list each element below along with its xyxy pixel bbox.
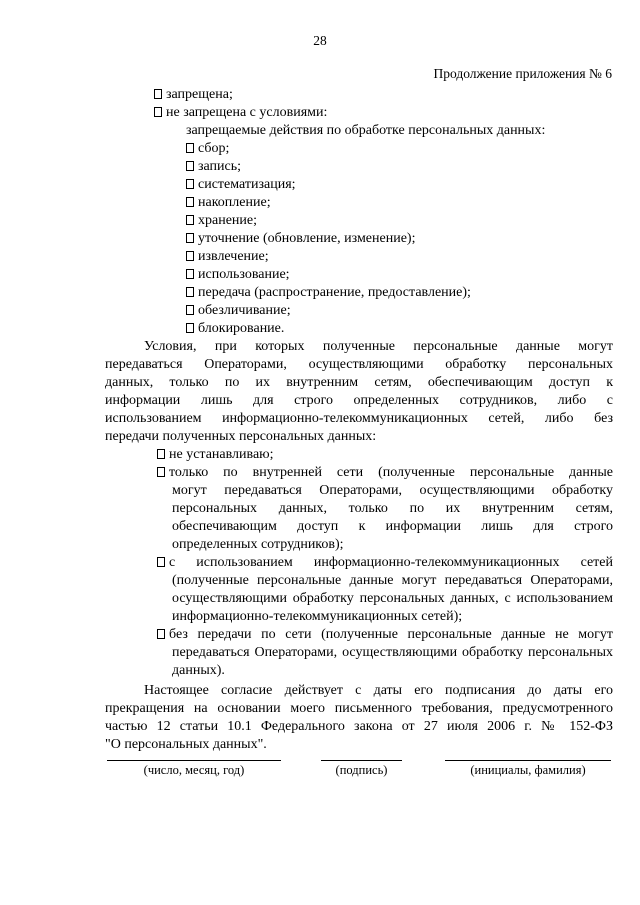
- appendix-label: Продолжение приложения № 6: [433, 66, 612, 81]
- checkbox-icon[interactable]: [186, 269, 194, 279]
- option-text-line: персональных данных, только по их внутренним сетям,: [172, 501, 613, 516]
- option-not-prohibited-with-conditions: не запрещена с условиями:: [154, 104, 327, 122]
- option-text-line: данных).: [172, 663, 225, 678]
- consent-line: "О персональных данных".: [105, 737, 267, 752]
- date-label: (число, месяц, год): [143, 763, 245, 777]
- conditions-line: использованием информационно-телекоммуникационных сетей, либо без: [105, 411, 613, 426]
- checkbox-icon[interactable]: [186, 251, 194, 261]
- action-item: использование;: [186, 266, 290, 284]
- action-item: систематизация;: [186, 176, 296, 194]
- checkbox-icon[interactable]: [186, 179, 194, 189]
- option-no-network-transfer: без передачи по сети (полученные персональные данные не могут: [157, 626, 613, 644]
- action-item: передача (распространение, предоставление);: [186, 284, 471, 302]
- conditions-line: Условия, при которых полученные персональные данные могут: [144, 339, 613, 354]
- checkbox-icon[interactable]: [186, 143, 194, 153]
- option-text-line: передаваться Операторами, осуществляющими обработку персональных: [172, 645, 613, 660]
- sign-signature-line[interactable]: [321, 760, 402, 761]
- conditions-line: информации лишь для строго определенных сотрудников, либо с: [105, 393, 613, 408]
- option-text-line: могут передаваться Операторами, осуществляющими обработку: [172, 483, 613, 498]
- option-text-line: (полученные персональные данные могут передаваться Операторами,: [172, 573, 613, 588]
- action-item: хранение;: [186, 212, 257, 230]
- signature-label: (подпись): [335, 763, 388, 777]
- checkbox-icon[interactable]: [154, 107, 162, 117]
- checkbox-icon[interactable]: [157, 467, 165, 477]
- action-item: уточнение (обновление, изменение);: [186, 230, 415, 248]
- name-label: (инициалы, фамилия): [470, 763, 586, 777]
- checkbox-icon[interactable]: [186, 161, 194, 171]
- name-signature-line[interactable]: [445, 760, 611, 761]
- consent-line: частью 12 статьи 10.1 Федерального закона от 27 июля 2006 г. № 152-ФЗ: [105, 719, 613, 734]
- date-signature-line[interactable]: [107, 760, 281, 761]
- consent-line: Настоящее согласие действует с даты его подписания до даты его: [144, 683, 613, 698]
- checkbox-icon[interactable]: [186, 287, 194, 297]
- checkbox-icon[interactable]: [186, 305, 194, 315]
- action-item: обезличивание;: [186, 302, 291, 320]
- option-text-line: информационно-телекоммуникационных сетей);: [172, 609, 463, 624]
- option-text-line: обеспечивающим доступ к информации лишь для строго: [172, 519, 613, 534]
- conditions-line: данных, только по их внутренним сетям, обеспечивающим доступ к: [105, 375, 613, 390]
- action-item: сбор;: [186, 140, 229, 158]
- conditions-line: передаваться Операторами, осуществляющими обработку персональных: [105, 357, 613, 372]
- checkbox-icon[interactable]: [157, 449, 165, 459]
- option-text-line: определенных сотрудников);: [172, 537, 344, 552]
- checkbox-icon[interactable]: [186, 233, 194, 243]
- checkbox-icon[interactable]: [157, 557, 165, 567]
- option-text-line: осуществляющими обработку персональных данных, с использованием: [172, 591, 613, 606]
- consent-line: прекращения на основании моего письменного требования, предусмотренного: [105, 701, 613, 716]
- checkbox-icon[interactable]: [157, 629, 165, 639]
- action-item: блокирование.: [186, 320, 284, 338]
- option-not-set: не устанавливаю;: [157, 446, 274, 464]
- option-telecom-networks: с использованием информационно-телекоммуникационных сетей: [157, 554, 613, 572]
- checkbox-icon[interactable]: [186, 215, 194, 225]
- checkbox-icon[interactable]: [186, 197, 194, 207]
- action-item: извлечение;: [186, 248, 269, 266]
- checkbox-icon[interactable]: [186, 323, 194, 333]
- action-item: накопление;: [186, 194, 271, 212]
- page-number: 28: [313, 33, 327, 48]
- prohibited-actions-heading: запрещаемые действия по обработке персональных данных:: [186, 123, 546, 138]
- action-item: запись;: [186, 158, 241, 176]
- option-prohibited: запрещена;: [154, 86, 233, 104]
- conditions-line: передачи полученных персональных данных:: [105, 429, 377, 444]
- checkbox-icon[interactable]: [154, 89, 162, 99]
- option-internal-network: только по внутренней сети (полученные персональные данные: [157, 464, 613, 482]
